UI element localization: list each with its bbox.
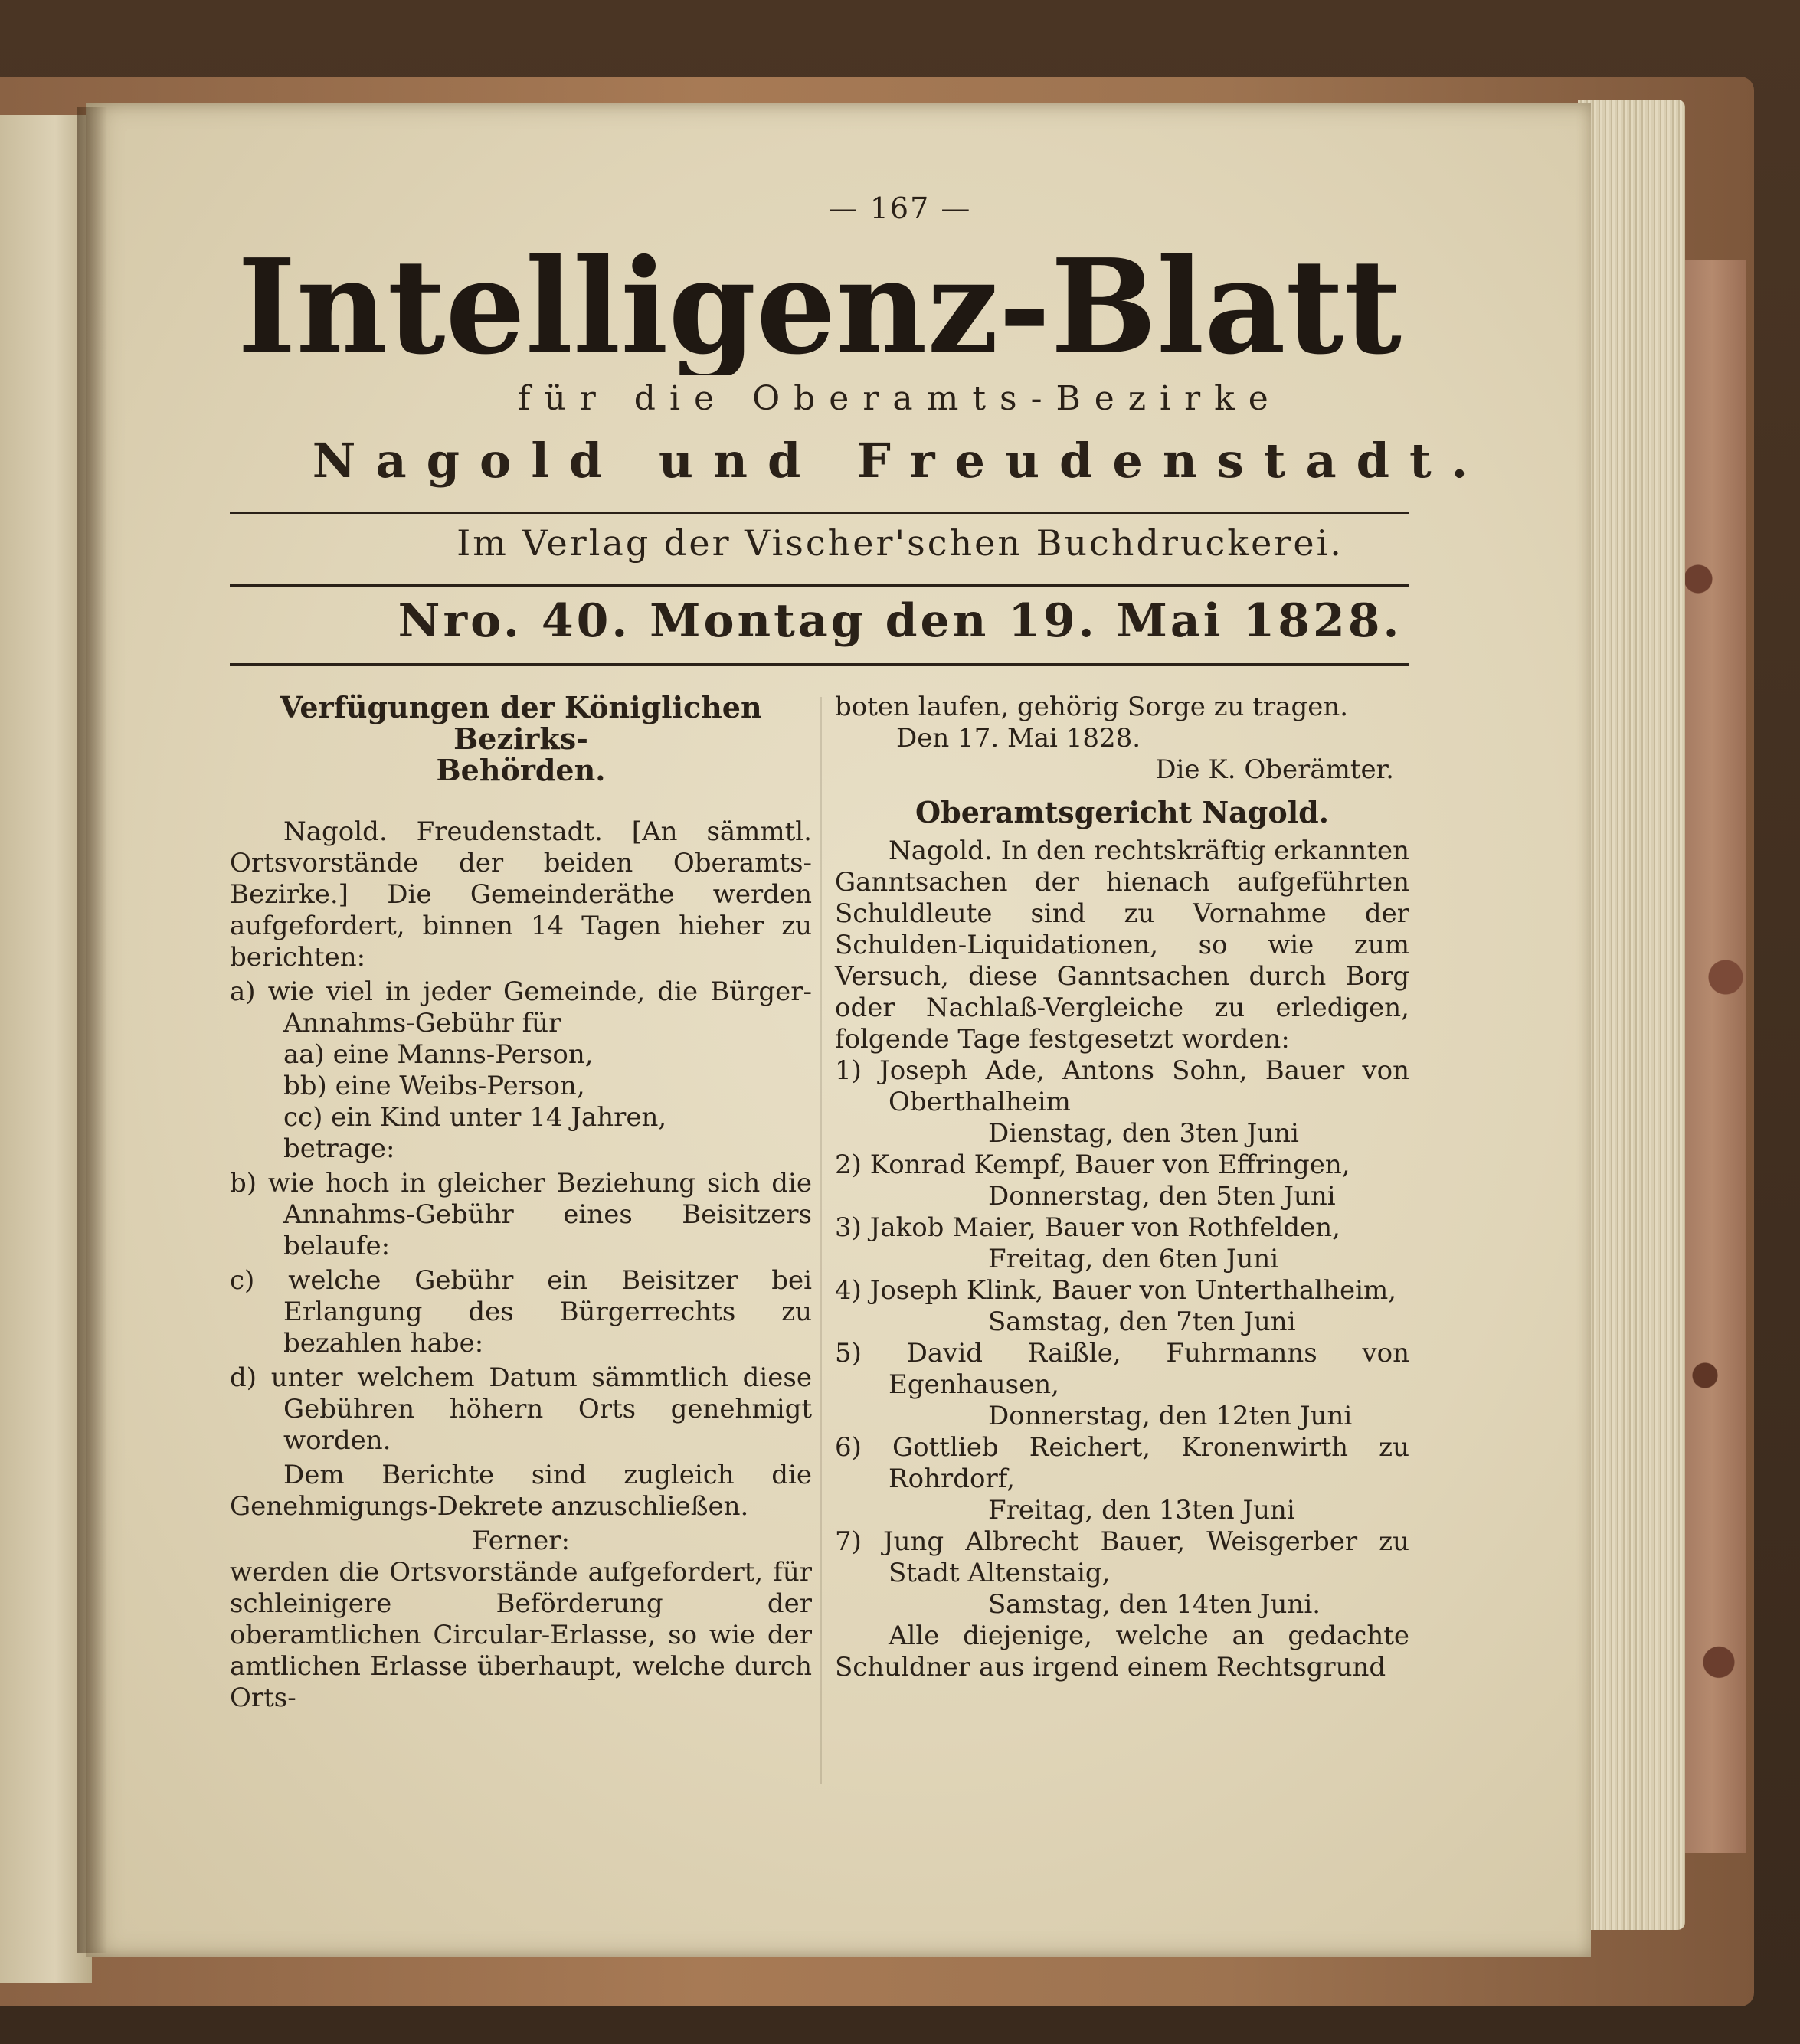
debtor-date: Samstag, den 14ten Juni. (988, 1589, 1321, 1620)
paragraph-nagold: Nagold. In den rechtskräftig erkannten Ganntsachen der hienach aufgeführten Schuldleute sind zu Vornahme der Schulden-Liquidationen, so wie zum Versuch, diese Ganntsachen durch Borg oder Nachlaß-Vergleiche zu erledigen, folgende Tage festgesetzt worden: (835, 836, 1409, 1055)
item-cc: cc) ein Kind unter 14 Jahren, (283, 1102, 667, 1133)
debtor-name: 6) Gottlieb Reichert, Kronenwirth zu Rohrdorf, (835, 1432, 1409, 1494)
left-column (230, 692, 812, 1714)
page-number: — 167 — (828, 191, 972, 225)
debtor-name: 5) David Raißle, Fuhrmanns von Egenhausen, (835, 1338, 1409, 1400)
debtor-date: Freitag, den 6ten Juni (988, 1244, 1279, 1274)
paragraph-ferner: werden die Ortsvorstände aufgefordert, für schleinigere Beförderung der oberamtlichen Circular-Erlasse, so wie der amtlichen Erlasse überhaupt, welche durch Orts- (230, 1557, 812, 1713)
debtor-date: Donnerstag, den 5ten Juni (988, 1181, 1336, 1212)
publisher-line: Im Verlag der Vischer'schen Buchdruckerei. (457, 522, 1343, 564)
debtor-date: Donnerstag, den 12ten Juni (988, 1401, 1353, 1431)
column-separator (820, 697, 822, 1784)
masthead (230, 245, 1409, 375)
paragraph-genehmigung: Dem Berichte sind zugleich die Genehmigungs-Dekrete anzuschließen. (230, 1460, 812, 1522)
debtor-name: 1) Joseph Ade, Antons Sohn, Bauer von Oberthalheim (835, 1055, 1409, 1117)
right-column (835, 692, 1409, 1683)
paragraph-schuldner: Alle diejenige, welche an gedachte Schuldner aus irgend einem Rechtsgrund (835, 1620, 1409, 1683)
debtor-name: 7) Jung Albrecht Bauer, Weisgerber zu Stadt Altenstaig, (835, 1526, 1409, 1588)
debtor-name: 2) Konrad Kempf, Bauer von Effringen, (835, 1150, 1350, 1180)
item-d: d) unter welchem Datum sämmtlich diese Gebühren höhern Orts genehmigt worden. (230, 1362, 812, 1456)
subtitle-oberamts: für die Oberamts-Bezirke (518, 379, 1282, 418)
rule-top (230, 512, 1409, 514)
signature-line: Die K. Oberämter. (1155, 754, 1394, 785)
subtitle-places: Nagold und Freudenstadt. (312, 433, 1488, 489)
marbled-board (1677, 260, 1746, 1853)
debtor-name: 3) Jakob Maier, Bauer von Rothfelden, (835, 1212, 1340, 1243)
continuation-line: boten laufen, gehörig Sorge zu tragen. (835, 692, 1349, 722)
ferner-heading: Ferner: (472, 1526, 570, 1556)
issue-line: Nro. 40. Montag den 19. Mai 1828. (398, 594, 1402, 648)
debtor-name: 4) Joseph Klink, Bauer von Unterthalheim, (835, 1275, 1397, 1306)
item-aa: aa) eine Manns-Person, (283, 1039, 594, 1070)
section-heading: Verfügungen der Königlichen Bezirks- (280, 690, 762, 756)
debtor-date: Samstag, den 7ten Juni (988, 1307, 1296, 1337)
item-bb: bb) eine Weibs-Person, (283, 1071, 585, 1101)
masthead-text: Intelligenz-Blatt (237, 245, 1402, 375)
item-cc-cont: betrage: (283, 1133, 395, 1164)
page-edges (1578, 100, 1685, 1930)
section-heading-2: Behörden. (436, 753, 606, 787)
item-b: b) wie hoch in gleicher Beziehung sich die Annahms-Gebühr eines Beisitzers belaufe: (230, 1168, 812, 1261)
debtor-date: Freitag, den 13ten Juni (988, 1495, 1295, 1526)
debtor-date: Dienstag, den 3ten Juni (988, 1118, 1299, 1149)
item-c: c) welche Gebühr ein Beisitzer bei Erlangung des Bürgerrechts zu bezahlen habe: (230, 1265, 812, 1359)
debtor-list (835, 1055, 1409, 1620)
item-a: a) wie viel in jeder Gemeinde, die Bürger-Annahms-Gebühr für (230, 976, 812, 1038)
paragraph-intro: Nagold. Freudenstadt. [An sämmtl. Ortsvorstände der beiden Oberamts-Bezirke.] Die Gemeinderäthe werden aufgefordert, binnen 14 Tagen hieher zu berichten: (230, 816, 812, 973)
masthead-title (230, 245, 1409, 375)
rule-middle (230, 584, 1409, 587)
date-line: Den 17. Mai 1828. (896, 723, 1141, 754)
rule-bottom (230, 663, 1409, 666)
court-heading: Oberamtsgericht Nagold. (915, 795, 1329, 829)
